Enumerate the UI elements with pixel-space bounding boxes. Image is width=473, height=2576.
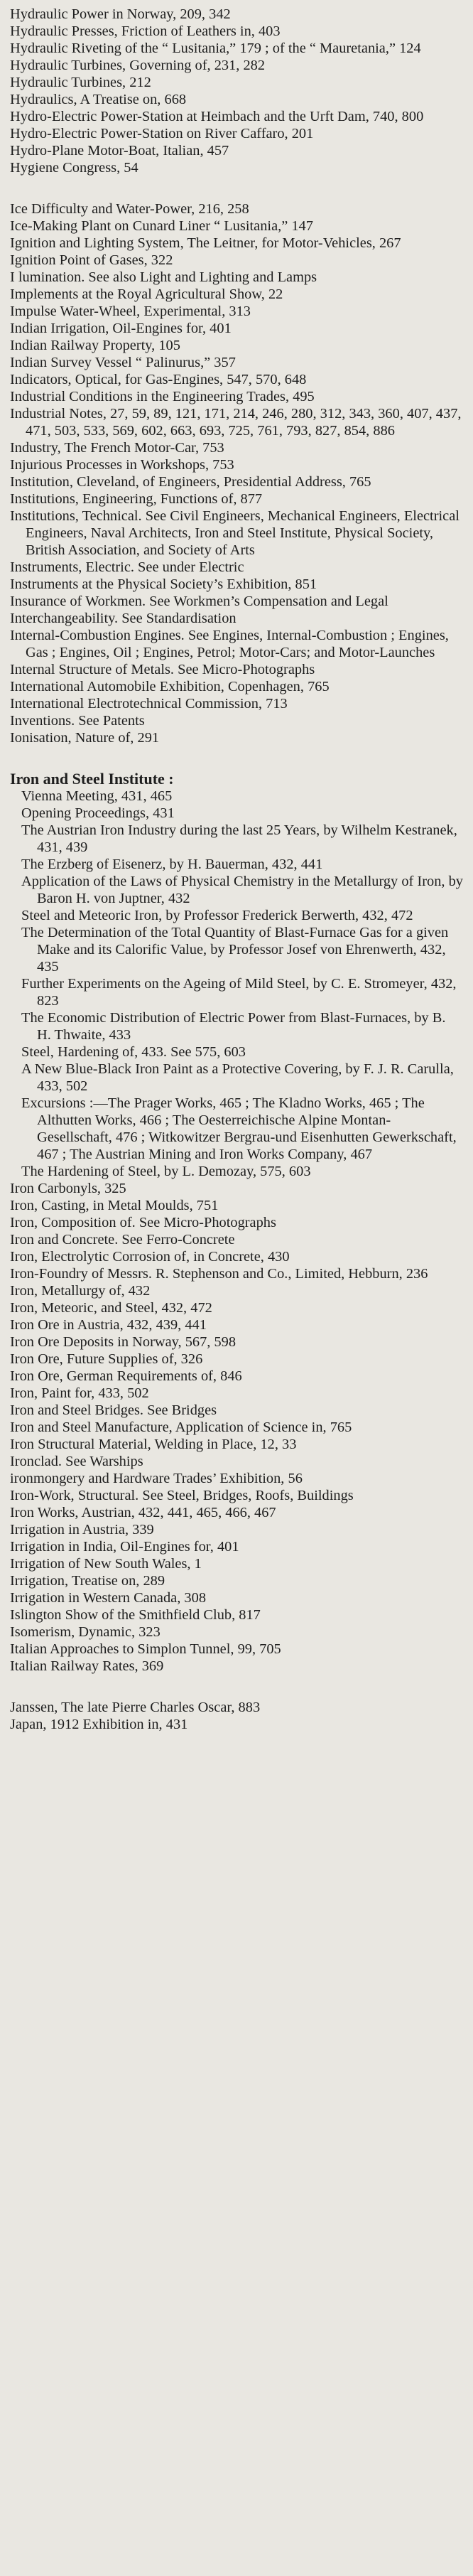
index-entry: Steel, Hardening of, 433. See 575, 603 xyxy=(21,1044,246,1060)
index-entry: Vienna Meeting, 431, 465 xyxy=(21,788,173,804)
section-gap xyxy=(10,176,463,200)
index-entry: Italian Railway Rates, 369 xyxy=(10,1658,164,1674)
index-entry: Ice Difficulty and Water-Power, 216, 258 xyxy=(10,201,249,217)
index-entry: Insurance of Workmen. See Workmen’s Compensation and Legal xyxy=(10,594,388,609)
index-entry: Inventions. See Patents xyxy=(10,713,145,729)
index-entry: Iron-Foundry of Messrs. R. Stephenson and Co., Limited, Hebburn, 236 xyxy=(10,1266,428,1282)
index-entry: Irrigation in India, Oil-Engines for, 401 xyxy=(10,1539,239,1555)
index-entry: I lumination. See also Light and Lighting and Lamps xyxy=(10,269,317,285)
index-entry: Interchangeability. See Standardisation xyxy=(10,611,236,626)
index-entry: Islington Show of the Smithfield Club, 817 xyxy=(10,1607,261,1623)
index-entry: Japan, 1912 Exhibition in, 431 xyxy=(10,1717,188,1732)
index-entry: Isomerism, Dynamic, 323 xyxy=(10,1624,161,1640)
index-entry: Hydraulic Presses, Friction of Leathers in, 403 xyxy=(10,23,281,39)
index-entry: Injurious Processes in Workshops, 753 xyxy=(10,457,234,473)
index-entry: Janssen, The late Pierre Charles Oscar, 883 xyxy=(10,1700,261,1715)
index-entry: Internal Structure of Metals. See Micro-Photographs xyxy=(10,662,315,677)
index-entry: Irrigation, Treatise on, 289 xyxy=(10,1573,165,1589)
index-entry: Steel and Meteoric Iron, by Professor Frederick Berwerth, 432, 472 xyxy=(21,908,413,923)
index-entry: Institution, Cleveland, of Engineers, Presidential Address, 765 xyxy=(10,474,371,490)
index-entry: Hydraulic Riveting of the “ Lusitania,” 179 ; of the “ Mauretania,” 124 xyxy=(10,41,421,56)
index-entry: Iron, Casting, in Metal Moulds, 751 xyxy=(10,1198,219,1213)
index-entry: Iron-Work, Structural. See Steel, Bridges, Roofs, Buildings xyxy=(10,1488,354,1503)
index-entry: Iron and Steel Bridges. See Bridges xyxy=(10,1402,217,1418)
index-entry: The Erzberg of Eisenerz, by H. Bauerman, 432, 441 xyxy=(21,857,323,872)
index-entry: Hydraulic Power in Norway, 209, 342 xyxy=(10,6,231,22)
index-entry: Hygiene Congress, 54 xyxy=(10,160,138,176)
index-entry: Irrigation in Austria, 339 xyxy=(10,1522,154,1537)
index-entry: The Hardening of Steel, by L. Demozay, 575, 603 xyxy=(21,1164,311,1179)
index-entry: Ironclad. See Warships xyxy=(10,1454,143,1469)
index-entry: Industrial Notes, 27, 59, 89, 121, 171, 214, 246, 280, 312, 343, 360, 407, 437, 471, 503, 533, 569, 602, 663, 693, 725, 761, 793, 827, 854, 886 xyxy=(10,406,462,439)
iron-steel-institute-heading: Iron and Steel Institute : xyxy=(10,770,174,788)
index-entry: Italian Approaches to Simplon Tunnel, 99, 705 xyxy=(10,1641,281,1657)
index-entry: Implements at the Royal Agricultural Show, 22 xyxy=(10,286,283,302)
index-entry: Internal-Combustion Engines. See Engines, Internal-Combustion ; Engines, Gas ; Engines, Oil ; Engines, Petrol; Motor-Cars; and Motor-Launches xyxy=(10,628,449,660)
section-gap xyxy=(10,1675,463,1699)
index-entry: Hydro-Electric Power-Station on River Caffaro, 201 xyxy=(10,126,314,141)
index-entry: The Economic Distribution of Electric Power from Blast-Furnaces, by B. H. Thwaite, 433 xyxy=(21,1010,446,1043)
index-entry: Iron, Paint for, 433, 502 xyxy=(10,1385,149,1401)
index-section-h xyxy=(10,6,463,176)
index-entry: ironmongery and Hardware Trades’ Exhibition, 56 xyxy=(10,1471,303,1486)
index-entry: Further Experiments on the Ageing of Mild Steel, by C. E. Stromeyer, 432, 823 xyxy=(21,976,457,1009)
index-entry: Hydraulic Turbines, 212 xyxy=(10,75,151,90)
index-entry: Hydro-Plane Motor-Boat, Italian, 457 xyxy=(10,143,229,159)
index-entry: Ignition and Lighting System, The Leitner, for Motor-Vehicles, 267 xyxy=(10,235,401,251)
index-entry: Iron Works, Austrian, 432, 441, 465, 466, 467 xyxy=(10,1505,276,1520)
index-entry: Ionisation, Nature of, 291 xyxy=(10,730,160,746)
iron-steel-institute-subentries xyxy=(10,788,463,1180)
index-entry: Iron Ore, German Requirements of, 846 xyxy=(10,1368,242,1384)
index-entry: Iron and Steel Manufacture, Application of Science in, 765 xyxy=(10,1420,352,1435)
index-entry: Indian Irrigation, Oil-Engines for, 401 xyxy=(10,321,232,336)
index-entry: Indian Railway Property, 105 xyxy=(10,338,180,353)
index-entry: Iron Structural Material, Welding in Place, 12, 33 xyxy=(10,1437,297,1452)
index-entry: Hydro-Electric Power-Station at Heimbach and the Urft Dam, 740, 800 xyxy=(10,109,424,124)
index-entry: Excursions :—The Prager Works, 465 ; The Kladno Works, 465 ; The Althutten Works, 466 ; The Oesterreichische Alpine Montan-Gesellschaft, 476 ; Witkowitzer Bergrau-und Eisenhutten Gewerkschaft, 467 ; The Austrian Mining and Iron Works Company, 467 xyxy=(21,1095,457,1162)
index-entry: Iron, Meteoric, and Steel, 432, 472 xyxy=(10,1300,212,1316)
index-entry: Hydraulics, A Treatise on, 668 xyxy=(10,92,187,107)
index-section-j xyxy=(10,1699,463,1733)
index-entry: Iron and Concrete. See Ferro-Concrete xyxy=(10,1232,235,1247)
index-section-iron xyxy=(10,1180,463,1675)
index-entry: Iron, Metallurgy of, 432 xyxy=(10,1283,151,1299)
index-entry: International Automobile Exhibition, Copenhagen, 765 xyxy=(10,679,330,694)
index-section-i xyxy=(10,200,463,746)
index-entry: Institutions, Engineering, Functions of, 877 xyxy=(10,491,263,507)
index-entry: Ice-Making Plant on Cunard Liner “ Lusitania,” 147 xyxy=(10,218,313,234)
index-entry: Iron, Composition of. See Micro-Photographs xyxy=(10,1215,276,1230)
index-entry: Irrigation in Western Canada, 308 xyxy=(10,1590,207,1606)
index-entry: Industry, The French Motor-Car, 753 xyxy=(10,440,224,456)
section-gap xyxy=(10,746,463,771)
index-entry: A New Blue-Black Iron Paint as a Protective Covering, by F. J. R. Carulla, 433, 502 xyxy=(21,1061,454,1094)
index-entry: Indicators, Optical, for Gas-Engines, 547, 570, 648 xyxy=(10,372,307,387)
index-entry: Ignition Point of Gases, 322 xyxy=(10,252,173,268)
index-entry: Instruments, Electric. See under Electric xyxy=(10,559,244,575)
index-entry: Opening Proceedings, 431 xyxy=(21,805,175,821)
index-entry: Iron, Electrolytic Corrosion of, in Concrete, 430 xyxy=(10,1249,290,1265)
index-entry: Iron Ore Deposits in Norway, 567, 598 xyxy=(10,1334,236,1350)
index-entry: Instruments at the Physical Society’s Exhibition, 851 xyxy=(10,576,317,592)
index-entry: Industrial Conditions in the Engineering Trades, 495 xyxy=(10,389,315,404)
index-entry: Institutions, Technical. See Civil Engineers, Mechanical Engineers, Electrical Engineers, Naval Architects, Iron and Steel Institute, Physical Society, British Association, and Society of Arts xyxy=(10,508,460,558)
index-entry: Iron Ore in Austria, 432, 439, 441 xyxy=(10,1317,207,1333)
index-entry: The Determination of the Total Quantity of Blast-Furnace Gas for a given Make and its Calorific Value, by Professor Josef von Ehrenwerth, 432, 435 xyxy=(21,925,449,975)
index-entry: Application of the Laws of Physical Chemistry in the Metallurgy of Iron, by Baron H. von Juptner, 432 xyxy=(21,874,463,906)
index-entry: International Electrotechnical Commission, 713 xyxy=(10,696,288,712)
index-entry: Irrigation of New South Wales, 1 xyxy=(10,1556,202,1572)
index-entry: The Austrian Iron Industry during the last 25 Years, by Wilhelm Kestranek, 431, 439 xyxy=(21,822,457,855)
index-entry: Hydraulic Turbines, Governing of, 231, 282 xyxy=(10,58,266,73)
index-entry: Iron Carbonyls, 325 xyxy=(10,1181,126,1196)
index-entry: Indian Survey Vessel “ Palinurus,” 357 xyxy=(10,355,236,370)
index-entry: Iron Ore, Future Supplies of, 326 xyxy=(10,1351,203,1367)
index-entry: Impulse Water-Wheel, Experimental, 313 xyxy=(10,304,251,319)
